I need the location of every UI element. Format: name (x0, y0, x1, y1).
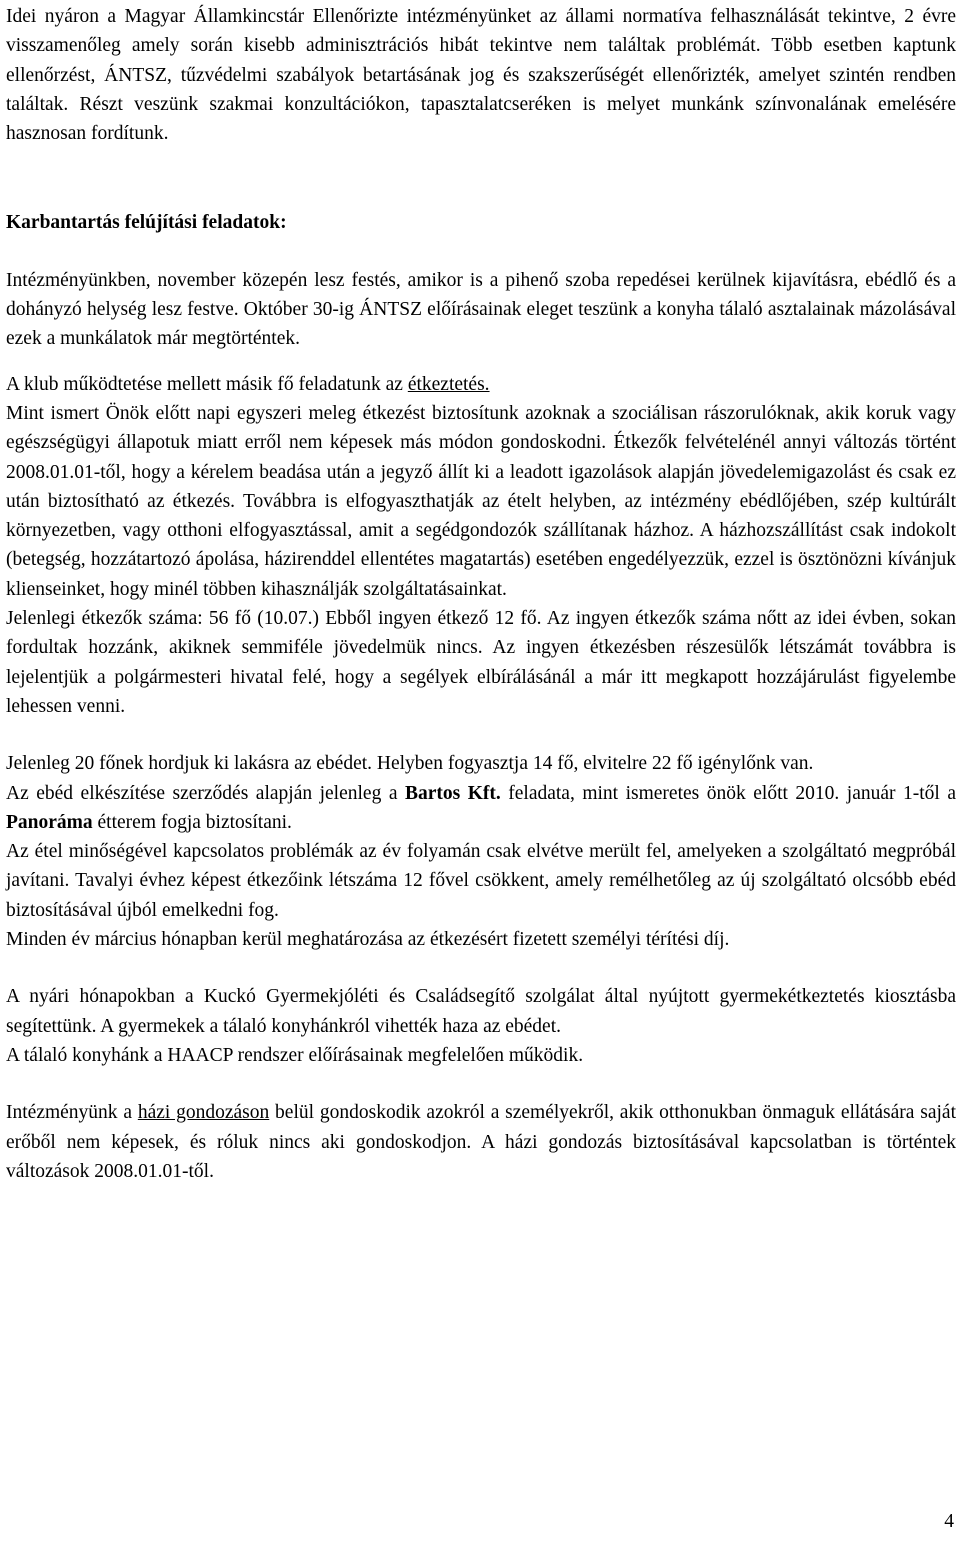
paragraph-inspection: Idei nyáron a Magyar Államkincstár Ellenőrizte intézményünket az állami normatíva felhasználását tekintve, 2 évre visszamenőleg amely során kisebb adminisztrációs hibát tekintve nem találtak problémát. Több esetben kaptunk ellenőrzést, ÁNTSZ, tűzvédelmi szabályok betartásának jog és szakszerűségét ellenőrizték, amelyet szintén rendben találtak. Részt veszünk szakmai konzultációkon, tapasztalatcseréken is melyet munkánk színvonalának emelésére hasznosan fordítunk. (6, 6, 956, 145)
club-meals-text: A klub működtetése mellett másik fő feladatunk az (6, 373, 408, 395)
paragraph-provider (6, 779, 956, 838)
paragraph-delivery: Jelenleg 20 főnek hordjuk ki lakásra az ebédet. Helyben fogyasztja 14 fő, elvitelre 22 fő igénylőnk van. (6, 753, 814, 775)
provider-name-panorama: Panoráma (6, 811, 93, 833)
provider-text-e: étterem fogja biztosítani. (92, 811, 292, 833)
paragraph-summer: A nyári hónapokban a Kuckó Gyermekjóléti és Családsegítő szolgálat által nyújtott gyermekétkeztetés kiosztásba segítettünk. A gyermekek a tálaló konyhánkról vihették haza az ebédet. (6, 986, 956, 1037)
page-number: 4 (944, 1511, 954, 1532)
paragraph-fee: Minden év március hónapban kerül meghatározása az étkezésért fizetett személyi térítési díj. (6, 929, 730, 951)
spacer (6, 1070, 956, 1098)
paragraph-meal-service: Mint ismert Önök előtt napi egyszeri meleg étkezést biztosítunk azoknak a szociálisan rászorulóknak, akik koruk vagy egészségügyi állapotuk miatt erről nem képesek más módon gondoskodni. Étkezők felvételénél annyi változás történt 2008.01.01-től, hogy a kérelem beadása után a jegyző állít ki a leadott igazolások alapján jövedelemigazolást és csak ez után biztosítható az étkezés. Továbbra is elfogyaszthatják az ételt helyben, az intézmény ebédlőjében, szép kultúrált környezetben, vagy otthoni elfogyasztással, amit a segédgondozók szállítanak házhoz. A házhozszállítást csak indokolt (betegség, hozzátartozó ápolása, házirenddel ellentétes magatartás) esetében engedélyezzük, ezzel is ösztönözni kívánjuk klienseinket, hogy minél többen kihasználják szolgáltatásainkat. (6, 402, 956, 600)
provider-text-a: Az ebéd elkészítése szerződés alapján jelenleg a (6, 782, 405, 804)
document-body (6, 2, 956, 1186)
section-heading-maintenance: Karbantartás felújítási feladatok: (6, 212, 287, 234)
spacer (6, 148, 956, 208)
home-care-text-a: Intézményünk a (6, 1102, 138, 1124)
paragraph-club-meals (6, 370, 956, 399)
home-care-text-b: belül gondoskodik azokról a személyekről, akik otthonukban önmaguk ellátására saját erőből nem képesek, és róluk nincs aki gondoskodjon. A házi gondozás biztosításával kapcsolatban is történtek változások 2008.01.01-től. (6, 1102, 956, 1182)
paragraph-quality: Az étel minőségével kapcsolatos problémák az év folyamán csak elvétve merült fel, amelyeken a szolgáltató megpróbál javítani. Tavalyi évhez képest étkezőink létszáma 12 fővel csökkent, amely remélhetőleg az új szolgáltató olcsóbb ebéd biztosításával újból emelkedni fog. (6, 841, 956, 921)
spacer (6, 238, 956, 266)
paragraph-diners-count: Jelenlegi étkezők száma: 56 fő (10.07.) Ebből ingyen étkező 12 fő. Az ingyen étkezők száma nőtt az idei évben, sokan fordultak hozzánk, akiknek semmiféle jövedelmük nincs. Az ingyen étkezésben részesülők létszámát továbbra is lejelentjük a polgármesteri hivatal felé, hogy a segélyek elbírálásánál a már itt megkapott hozzájárulást figyelembe lehessen venni. (6, 608, 956, 717)
spacer (6, 954, 956, 982)
spacer (6, 354, 956, 370)
paragraph-haccp: A tálaló konyhánk a HAACP rendszer előírásainak megfelelően működik. (6, 1044, 584, 1066)
provider-name-bartos: Bartos Kft. (404, 782, 501, 804)
paragraph-home-care (6, 1098, 956, 1186)
paragraph-maintenance: Intézményünkben, november közepén lesz festés, amikor is a pihenő szoba repedései kerülnek kijavításra, ebédlő és a dohányzó helység lesz festve. Október 30-ig ÁNTSZ előírásainak eleget teszünk a konyha tálaló asztalainak mázolásával ezek a munkálatok már megtörténtek. (6, 269, 956, 350)
home-care-underlined: házi gondozáson (137, 1102, 270, 1124)
provider-text-c: feladata, mint ismeretes önök előtt 2010. január 1-től a (500, 782, 956, 804)
meals-underlined: étkeztetés. (407, 373, 490, 395)
spacer (6, 721, 956, 749)
